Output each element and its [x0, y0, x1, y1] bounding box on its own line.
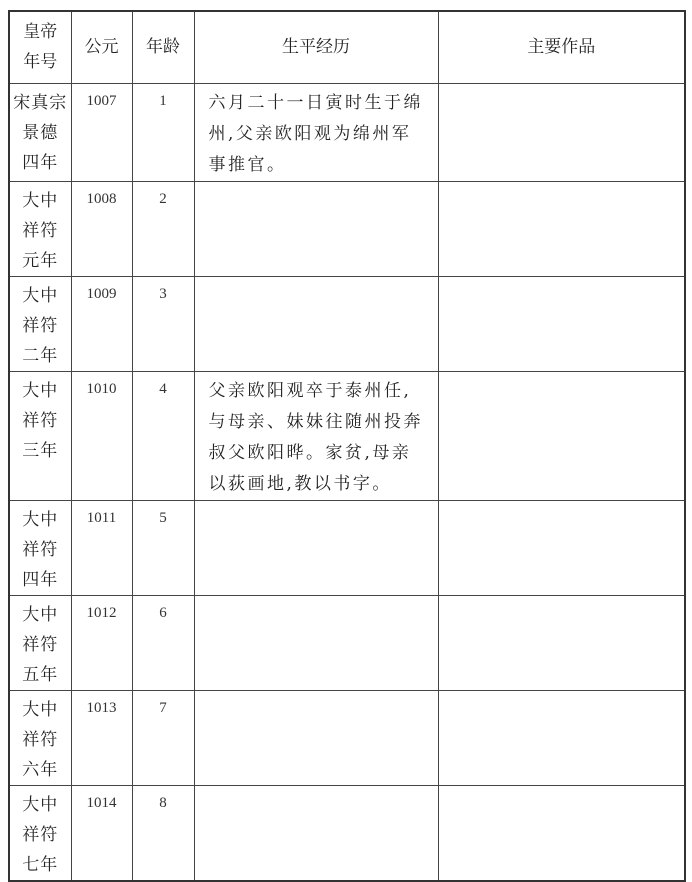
year-cell: 1011 [71, 500, 132, 595]
table-row [9, 500, 685, 595]
age-cell: 1 [132, 83, 194, 181]
era-cell: 大中 祥符 二年 [9, 276, 71, 371]
age-cell: 8 [132, 785, 194, 881]
works-cell [438, 690, 685, 785]
bio-cell [194, 595, 438, 690]
table-row [9, 371, 685, 500]
year-cell: 1010 [71, 371, 132, 500]
table-row [9, 181, 685, 276]
works-cell [438, 595, 685, 690]
header-row [9, 11, 685, 83]
works-cell [438, 276, 685, 371]
chronology-table [8, 10, 686, 882]
era-cell: 宋真宗 景德 四年 [9, 83, 71, 181]
header-year: 公元 [71, 11, 132, 83]
header-works: 主要作品 [438, 11, 685, 83]
age-cell: 3 [132, 276, 194, 371]
table-row [9, 83, 685, 181]
age-cell: 2 [132, 181, 194, 276]
header-era: 皇帝 年号 [9, 11, 71, 83]
era-cell: 大中 祥符 六年 [9, 690, 71, 785]
table-row [9, 276, 685, 371]
works-cell [438, 371, 685, 500]
header-bio: 生平经历 [194, 11, 438, 83]
bio-cell [194, 181, 438, 276]
year-cell: 1014 [71, 785, 132, 881]
bio-cell [194, 500, 438, 595]
table-row [9, 785, 685, 881]
era-cell: 大中 祥符 四年 [9, 500, 71, 595]
works-cell [438, 83, 685, 181]
era-cell: 大中 祥符 三年 [9, 371, 71, 500]
bio-cell: 父亲欧阳观卒于泰州任, 与母亲、妹妹往随州投奔 叔父欧阳晔。家贫,母亲 以荻画地,教以书字。 [194, 371, 438, 500]
header-age: 年龄 [132, 11, 194, 83]
era-cell: 大中 祥符 元年 [9, 181, 71, 276]
bio-cell: 六月二十一日寅时生于绵 州,父亲欧阳观为绵州军 事推官。 [194, 83, 438, 181]
year-cell: 1007 [71, 83, 132, 181]
works-cell [438, 500, 685, 595]
bio-cell [194, 690, 438, 785]
era-cell: 大中 祥符 五年 [9, 595, 71, 690]
age-cell: 5 [132, 500, 194, 595]
bio-cell [194, 785, 438, 881]
age-cell: 4 [132, 371, 194, 500]
age-cell: 7 [132, 690, 194, 785]
year-cell: 1013 [71, 690, 132, 785]
era-cell: 大中 祥符 七年 [9, 785, 71, 881]
table-row [9, 595, 685, 690]
year-cell: 1008 [71, 181, 132, 276]
year-cell: 1012 [71, 595, 132, 690]
age-cell: 6 [132, 595, 194, 690]
works-cell [438, 785, 685, 881]
works-cell [438, 181, 685, 276]
bio-cell [194, 276, 438, 371]
year-cell: 1009 [71, 276, 132, 371]
table-row [9, 690, 685, 785]
